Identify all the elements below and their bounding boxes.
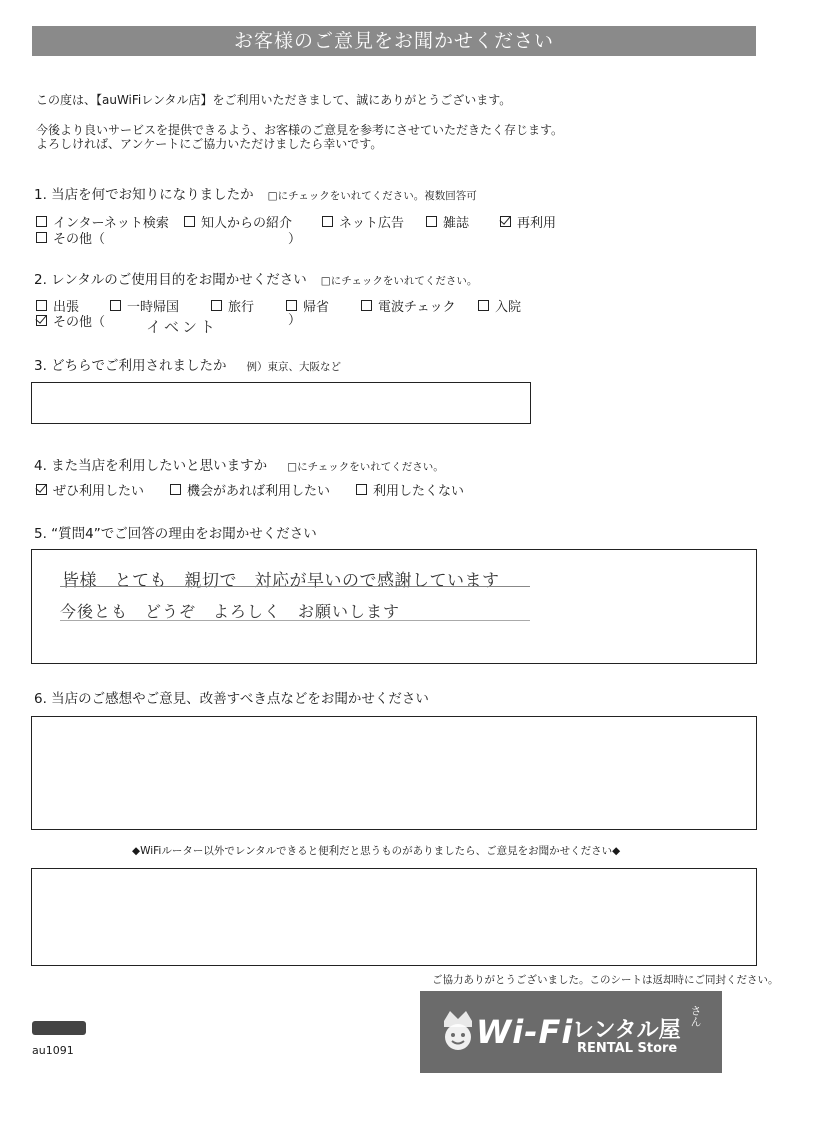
question-2-note: □にチェックをいれてください。 <box>320 275 478 287</box>
q1-option-other[interactable]: その他（ <box>36 228 105 247</box>
q1-option[interactable]: 雑誌 <box>426 212 469 231</box>
question-1-note: □にチェックをいれてください。複数回答可 <box>267 190 477 202</box>
checkbox-icon[interactable] <box>36 300 47 311</box>
q2-option[interactable]: 旅行 <box>211 296 254 315</box>
checkbox-icon[interactable] <box>36 232 47 243</box>
q1-option[interactable]: ネット広告 <box>322 212 404 231</box>
q2-option[interactable]: 帰省 <box>286 296 329 315</box>
q1-option[interactable]: 知人からの紹介 <box>184 212 292 231</box>
q2-option-other[interactable]: その他（ <box>36 311 105 330</box>
q5-handwritten-line-1: 皆様 とても 親切で 対応が早いので感謝しています <box>62 571 500 591</box>
question-3-title <box>34 354 341 374</box>
footer-thanks: ご協力ありがとうございました。このシートは返却時にご同封ください。 <box>432 974 779 986</box>
q4-option[interactable]: 利用したくない <box>356 480 464 499</box>
question-1-title <box>34 183 477 203</box>
checkbox-icon[interactable] <box>110 300 121 311</box>
wifi-rental-logo <box>420 991 722 1073</box>
checkbox-icon[interactable] <box>478 300 489 311</box>
checkbox-icon[interactable] <box>170 484 181 495</box>
q1-option[interactable]: インターネット検索 <box>36 212 169 231</box>
question-3-example: 例）東京、大阪など <box>246 361 342 373</box>
checkbox-icon[interactable] <box>184 216 195 227</box>
logo-san-text: さん <box>689 1005 702 1027</box>
q5-handwritten-line-2: 今後とも どうぞ よろしく お願いします <box>60 602 401 621</box>
checkbox-icon[interactable] <box>426 216 437 227</box>
document-code: au1091 <box>32 1044 74 1057</box>
question-2-title <box>34 268 477 288</box>
question-3-text: 3. どちらでご利用されましたか <box>34 358 227 374</box>
redacted-stamp <box>32 1021 86 1035</box>
q2-option[interactable]: 電波チェック <box>361 296 456 315</box>
intro-line-2: 今後より良いサービスを提供できるよう、お客様のご意見を参考にさせていただきたく存じます。 <box>36 123 564 137</box>
checkbox-icon[interactable] <box>322 216 333 227</box>
intro-line-1: この度は、【auWiFiレンタル店】をご利用いただきまして、誠にありがとうございます。 <box>36 93 512 107</box>
question-4-text: 4. また当店を利用したいと思いますか <box>34 458 268 474</box>
q6-answer-box[interactable] <box>31 716 757 830</box>
checked-checkbox-icon[interactable] <box>36 484 47 495</box>
checkbox-icon[interactable] <box>211 300 222 311</box>
question-6-title: 6. 当店のご感想やご意見、改善すべき点などをお聞かせください <box>34 691 429 707</box>
question-5-title: 5. “質問4”でご回答の理由をお聞かせください <box>34 526 317 542</box>
question-2-text: 2. レンタルのご使用目的をお聞かせください <box>34 272 307 288</box>
q4-option[interactable]: 機会があれば利用したい <box>170 480 330 499</box>
q2-option[interactable]: 入院 <box>478 296 521 315</box>
logo-subtitle: RENTAL Store <box>577 1041 678 1056</box>
mascot-crown-icon <box>438 1007 478 1053</box>
q2-option[interactable]: 出張 <box>36 296 79 315</box>
checkbox-icon[interactable] <box>356 484 367 495</box>
question-4-title <box>34 454 444 474</box>
logo-japanese-text: レンタル屋 <box>572 1018 681 1043</box>
q4-option-checked[interactable]: ぜひ利用したい <box>36 480 144 499</box>
q2-other-close: ） <box>288 313 302 328</box>
q5-underline-1 <box>60 586 530 587</box>
checkbox-icon[interactable] <box>361 300 372 311</box>
q3-answer-box[interactable] <box>31 382 531 424</box>
checkbox-icon[interactable] <box>36 216 47 227</box>
q5-underline-2 <box>60 620 530 621</box>
logo-wifi-text: Wi-Fi <box>476 1013 574 1051</box>
q1-option-checked[interactable]: 再利用 <box>500 212 556 231</box>
survey-title: お客様のご意見をお聞かせください <box>32 26 756 56</box>
intro-line-3: よろしければ、アンケートにご協力いただけましたら幸いです。 <box>36 137 383 151</box>
question-1-text: 1. 当店を何でお知りになりましたか <box>34 187 254 203</box>
checked-checkbox-icon[interactable] <box>500 216 511 227</box>
extra-answer-box[interactable] <box>31 868 757 966</box>
q2-other-handwritten: イベント <box>146 318 219 336</box>
q2-option[interactable]: 一時帰国 <box>110 296 179 315</box>
question-4-note: □にチェックをいれてください。 <box>287 461 444 473</box>
checked-checkbox-icon[interactable] <box>36 315 47 326</box>
extra-prompt: ◆WiFiルーター以外でレンタルできると便利だと思うものがありましたら、ご意見をお聞かせください◆ <box>132 845 621 857</box>
q1-other-close: ） <box>288 232 302 247</box>
